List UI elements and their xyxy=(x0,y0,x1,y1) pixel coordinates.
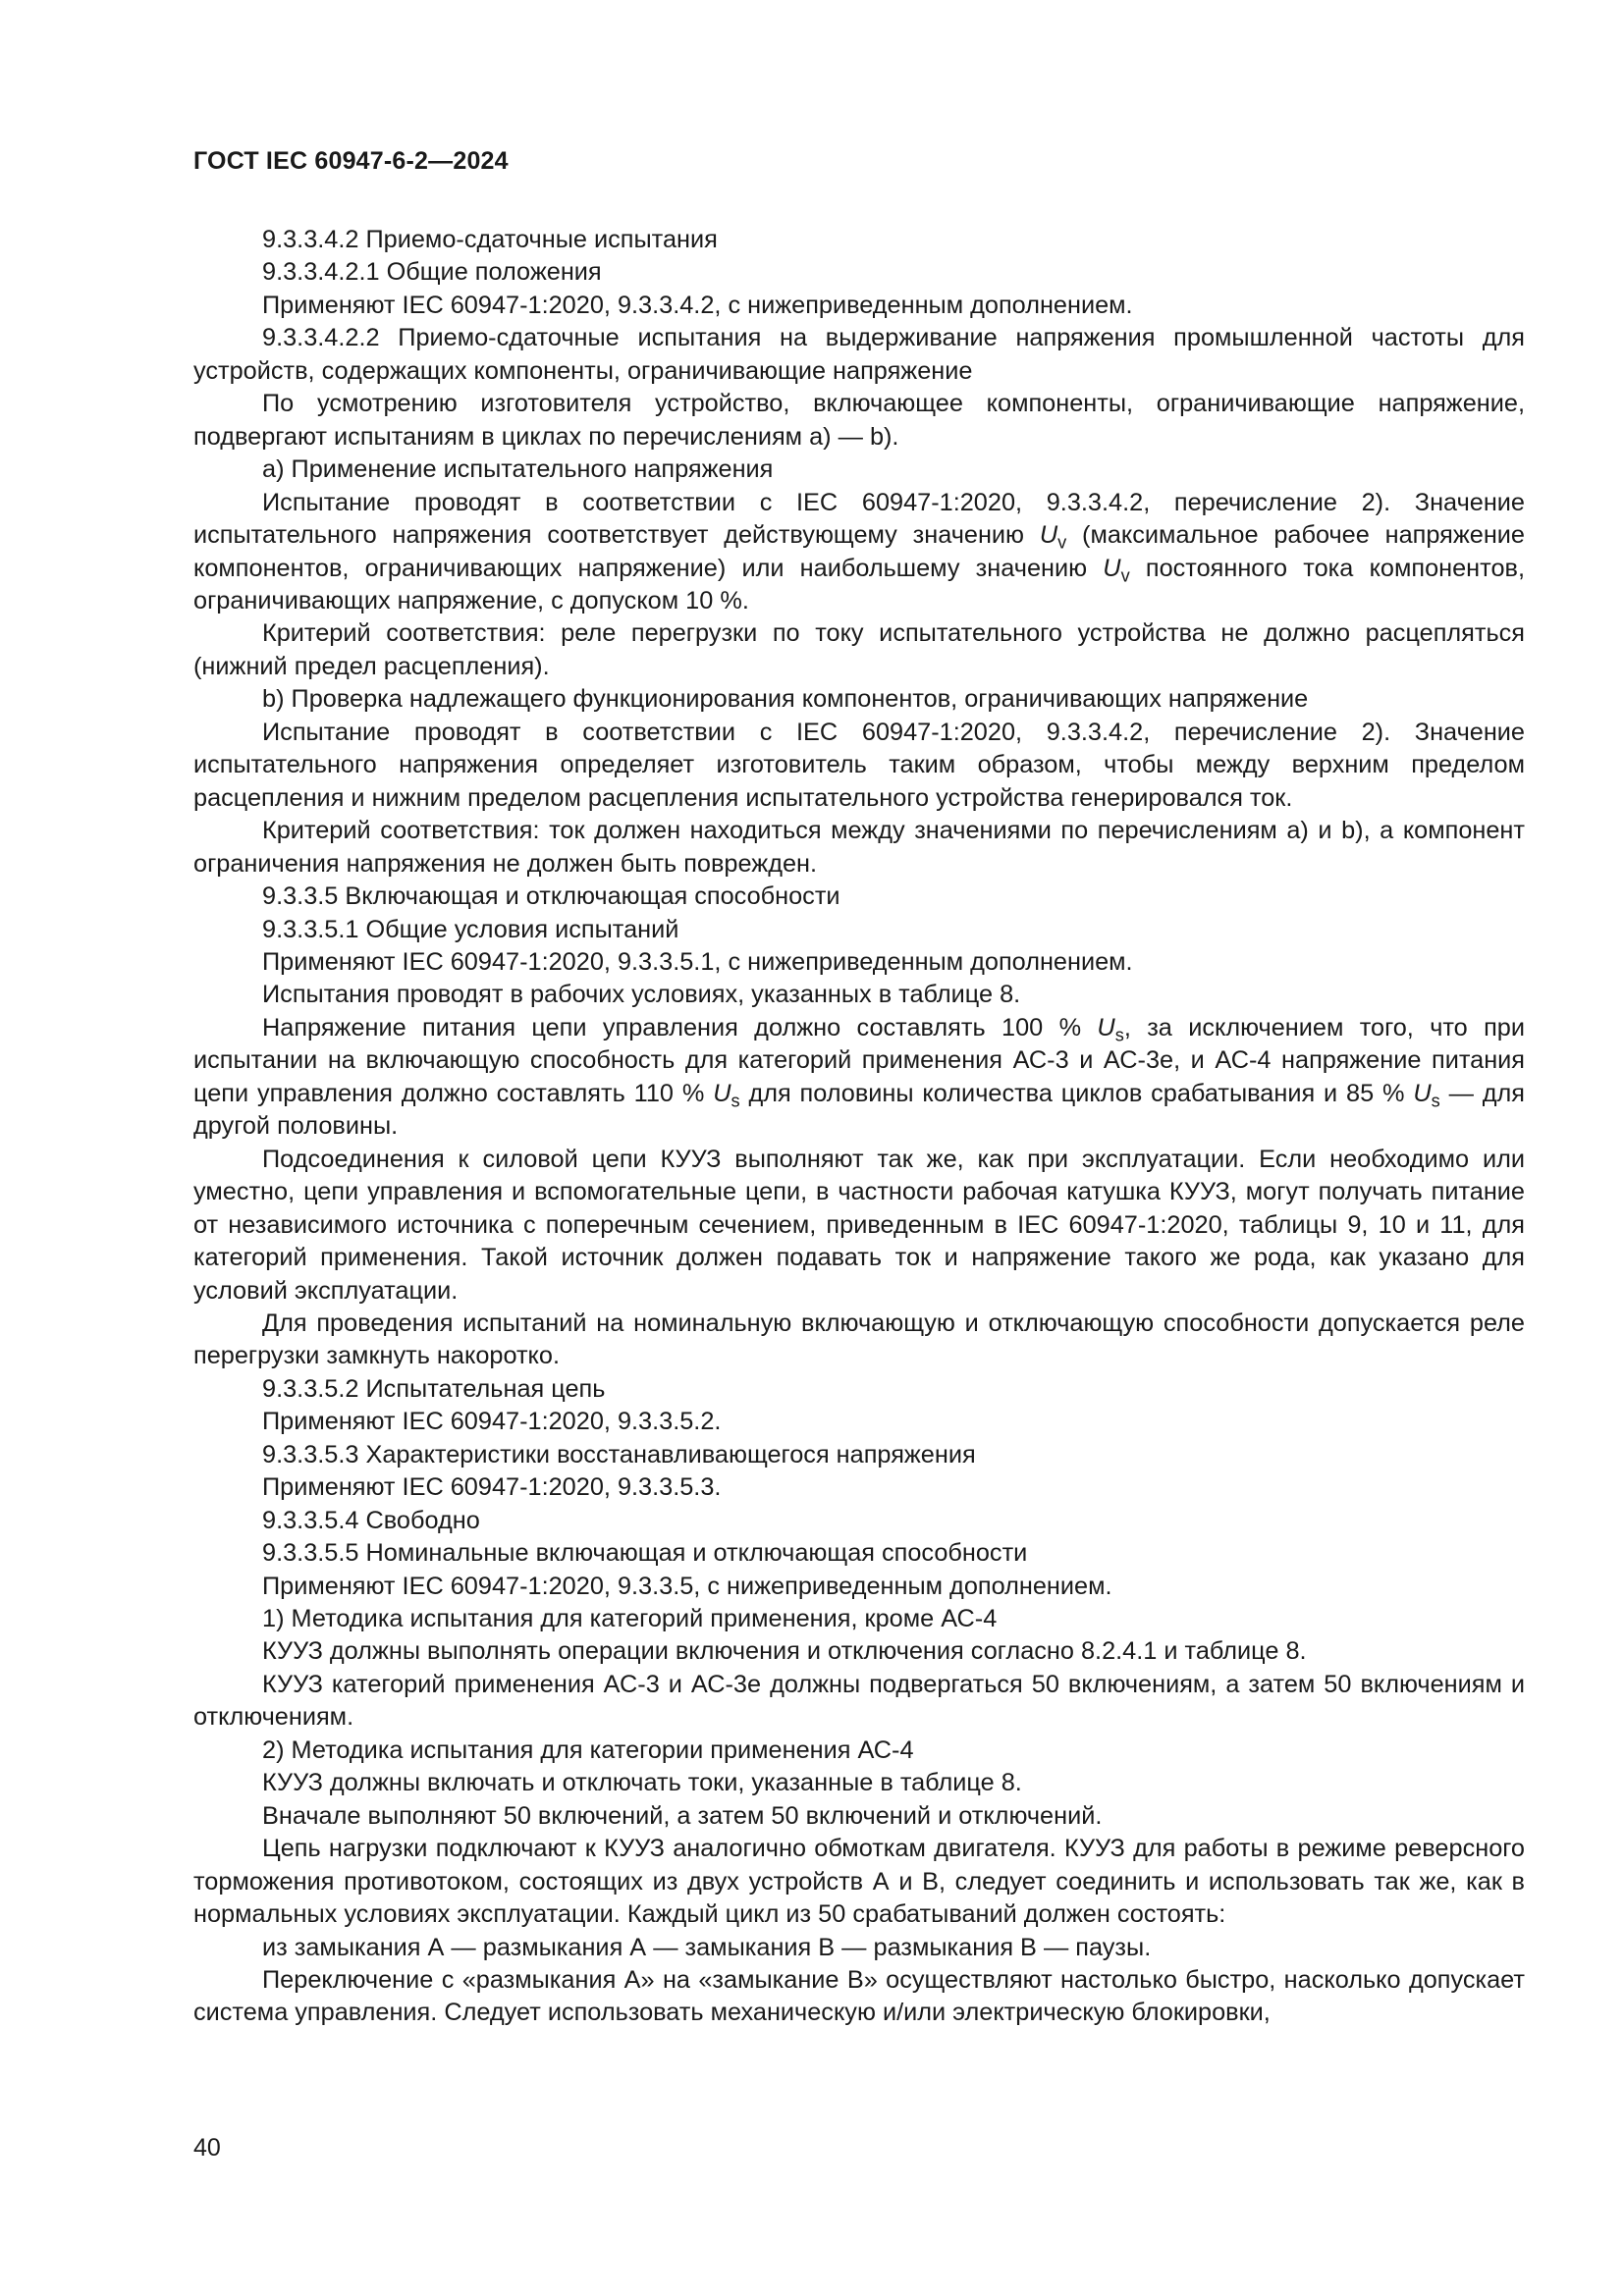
paragraph: Подсоединения к силовой цепи КУУЗ выполняют так же, как при эксплуатации. Если необходимо или уместно, цепи управления и вспомогательные цепи, в частности рабочая катушка КУУЗ, могут получать питание от независимого источника с поперечным сечением, приведенным в IEC 60947-1:2020, таблицы 9, 10 и 11, для категорий применения. Такой источник должен подавать ток и напряжение такого же рода, как указано для условий эксплуатации. xyxy=(193,1145,1525,1305)
clause-heading: 9.3.3.5 Включающая и отключающая способности xyxy=(262,882,840,911)
paragraph: Цепь нагрузки подключают к КУУЗ аналогично обмоткам двигателя. КУУЗ для работы в режиме реверсного торможения противотоком, состоящих из двух устройств А и В, следует соединить и использовать так же, как в нормальных условиях эксплуатации. Каждый цикл из 50 срабатываний должен состоять: xyxy=(193,1835,1525,1929)
paragraph: Применяют IEC 60947-1:2020, 9.3.3.5.3. xyxy=(262,1473,722,1502)
paragraph: Вначале выполняют 50 включений, а затем 50 включений и отключений. xyxy=(262,1801,1103,1830)
clause-heading: 9.3.3.5.5 Номинальные включающая и отключающая способности xyxy=(262,1539,1028,1568)
clause-heading: 9.3.3.5.3 Характеристики восстанавливающегося напряжения xyxy=(262,1440,976,1468)
paragraph: Испытание проводят в соответствии с IEC 60947-1:2020, 9.3.3.4.2, перечисление 2). Значение испытательного напряжения определяет изготовитель таким образом, чтобы между верхним пределом расцепления и нижним пределом расцепления испытательного устройства генерировался ток. xyxy=(193,718,1525,812)
paragraph: Применяют IEC 60947-1:2020, 9.3.3.5.2. xyxy=(262,1408,722,1436)
paragraph: Переключение с «размыкания А» на «замыкание В» осуществляют настолько быстро, насколько допускает система управления. Следует использовать механическую и/или электрическую блокировки, xyxy=(193,1966,1525,2027)
symbol-us: $U_s$ xyxy=(1413,1079,1440,1111)
paragraph: КУУЗ категорий применения АС-3 и АС-3е должны подвергаться 50 включениям, а затем 50 включениям и отключениям. xyxy=(193,1670,1525,1732)
list-item: b) Проверка надлежащего функционирования компонентов, ограничивающих напряжение xyxy=(262,685,1309,714)
paragraph: Напряжение питания цепи управления должно составлять 100 % $U_s$, за исключением того, что при испытании на включающую способность для категорий применения АС-3 и АС-3е, и АС-4 напряжение питания цепи управления должно составлять 110 % $U_s$ для половины количества циклов срабатывания и 85 % $U_s$ — для другой половины. xyxy=(193,1013,1526,1141)
document-header: ГОСТ IEC 60947-6-2—2024 xyxy=(193,147,509,175)
paragraph: КУУЗ должны выполнять операции включения и отключения согласно 8.2.4.1 и таблице 8. xyxy=(262,1637,1307,1666)
clause-heading: 9.3.3.5.1 Общие условия испытаний xyxy=(262,915,679,943)
clause-heading: 9.3.3.5.4 Свободно xyxy=(262,1506,480,1534)
list-item: 1) Методика испытания для категорий применения, кроме АС-4 xyxy=(262,1605,998,1633)
clause-heading: 9.3.3.4.2.1 Общие положения xyxy=(262,258,602,287)
symbol-uv: $U_v$ xyxy=(1039,521,1067,553)
list-item: a) Применение испытательного напряжения xyxy=(262,455,774,484)
paragraph: Применяют IEC 60947-1:2020, 9.3.3.5.1, с нижеприведенным дополнением. xyxy=(262,947,1133,976)
paragraph: из замыкания А — размыкания А — замыкания В — размыкания В — паузы. xyxy=(262,1933,1152,1961)
clause-heading: 9.3.3.4.2 Приемо-сдаточные испытания xyxy=(262,226,718,253)
paragraph: 9.3.3.4.2.2 Приемо-сдаточные испытания на выдерживание напряжения промышленной частоты для устройств, содержащих компоненты, ограничивающие напряжение xyxy=(193,324,1525,385)
paragraph: По усмотрению изготовителя устройство, включающее компоненты, ограничивающие напряжение, подвергают испытаниям в циклах по перечислениям а) — b). xyxy=(193,390,1525,451)
list-item: 2) Методика испытания для категории применения АС-4 xyxy=(262,1735,914,1764)
document-body xyxy=(193,224,1525,2030)
paragraph: Для проведения испытаний на номинальную включающую и отключающую способности допускается реле перегрузки замкнуть накоротко. xyxy=(193,1308,1525,1370)
page-number: 40 xyxy=(193,2134,221,2162)
symbol-us: $U_s$ xyxy=(713,1079,740,1111)
paragraph: Применяют IEC 60947-1:2020, 9.3.3.5, с нижеприведенным дополнением. xyxy=(262,1572,1112,1600)
symbol-us: $U_s$ xyxy=(1097,1013,1124,1045)
paragraph: Критерий соответствия: ток должен находиться между значениями по перечислениям а) и b), а компонент ограничения напряжения не должен быть поврежден. xyxy=(193,817,1525,878)
paragraph: Критерий соответствия: реле перегрузки по току испытательного устройства не должно расцепляться (нижний предел расцепления). xyxy=(193,619,1525,680)
paragraph: Испытание проводят в соответствии с IEC 60947-1:2020, 9.3.3.4.2, перечисление 2). Значение испытательного напряжения соответствует действующему значению $U_v$ (максимальное рабочее напряжение компонентов, ограничивающих напряжение) или наибольшему значению $U_v$ постоянного тока компонентов, ограничивающих напряжение, с допуском 10 %. xyxy=(193,488,1525,614)
paragraph: Испытания проводят в рабочих условиях, указанных в таблице 8. xyxy=(262,981,1021,1009)
clause-heading: 9.3.3.5.2 Испытательная цепь xyxy=(262,1374,606,1403)
symbol-uv: $U_v$ xyxy=(1103,554,1130,585)
paragraph: Применяют IEC 60947-1:2020, 9.3.3.4.2, с нижеприведенным дополнением. xyxy=(262,291,1133,319)
paragraph: КУУЗ должны включать и отключать токи, указанные в таблице 8. xyxy=(262,1769,1022,1797)
